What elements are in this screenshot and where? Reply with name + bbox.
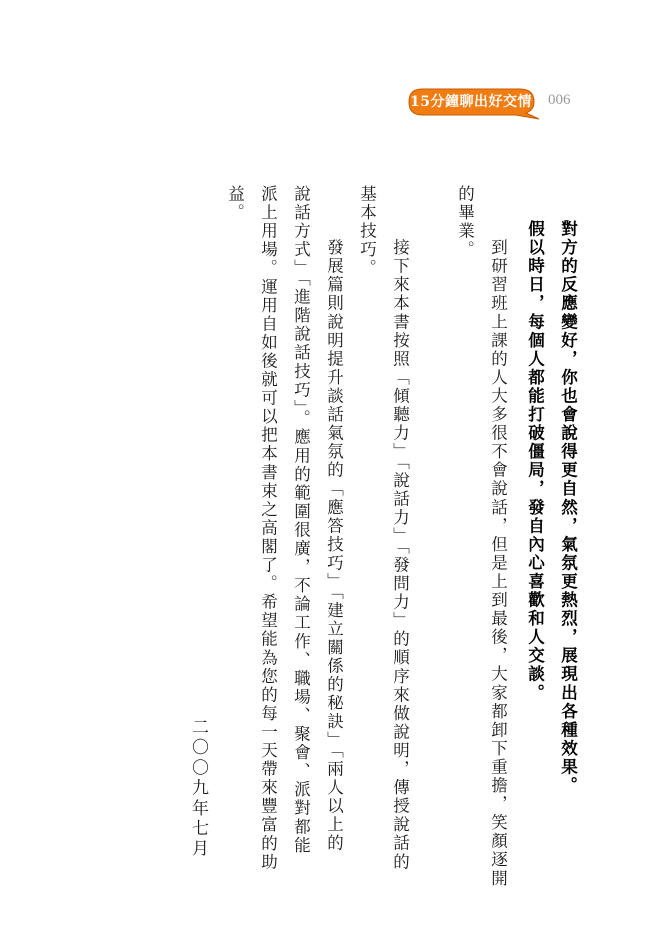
paragraph-1-line-1: 到研習班上課的人大多很不會說話，但是上到最後，大家都卸下重擔，笑顏逐開 xyxy=(488,220,508,888)
paragraph-3-line-3: 派上用場。運用自如後就可以把本書束之高閣了。希望能為您的每一天帶來豐富的助 xyxy=(258,185,278,872)
paragraph-2-line-2: 基本技巧。 xyxy=(357,185,377,278)
paragraph-3-line-4: 益。 xyxy=(225,185,245,223)
page-number: 006 xyxy=(548,92,571,108)
signature-date: 二〇〇九年七月 xyxy=(188,718,208,860)
chapter-badge xyxy=(408,88,540,118)
chapter-badge-text: 15分鐘聊出好交情 xyxy=(410,94,532,110)
paragraph-3-line-1: 發展篇則說明提升談話氣氛的「應答技巧」「建立關係的秘訣」「兩人以上的 xyxy=(324,220,344,853)
paragraph-2-line-1: 接下來本書按照「傾聽力」「說話力」「發問力」的順序來做說明，傳授說話的 xyxy=(390,220,410,872)
paragraph-3-line-2: 說話方式」「進階說話技巧」。應用的範圍很廣，不論工作、職場、聚會、派對都能 xyxy=(291,185,311,855)
bold-line-2: 假以時日，每個人都能打破僵局，發自內心喜歡和人交談。 xyxy=(525,220,545,703)
paragraph-1-line-2: 的畢業。 xyxy=(455,185,475,260)
bold-line-1: 對方的反應變好，你也會說得更自然，氣氛更熱烈，展現出各種效果。 xyxy=(558,220,578,796)
